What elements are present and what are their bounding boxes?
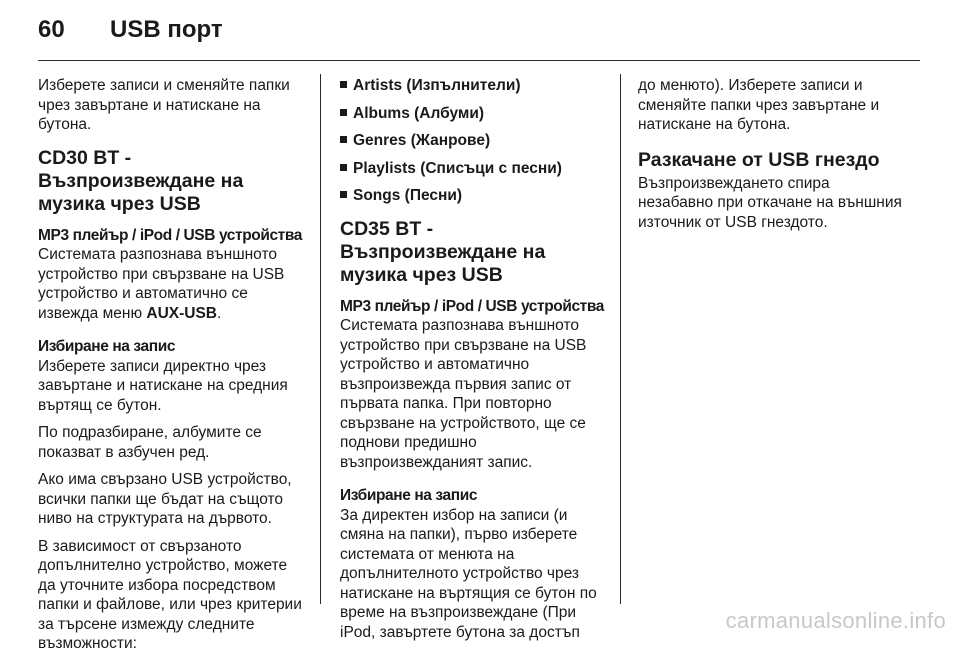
- bullet-icon: [340, 164, 347, 171]
- search-criteria-list: [340, 76, 608, 206]
- mp3-devices-text-end: .: [217, 304, 222, 322]
- bullet-icon: [340, 191, 347, 198]
- list-item: [340, 131, 608, 151]
- track-select-para-3: Ако има свързано USB устройство, всички папки ще бъдат на същото ниво на структурата на дървото.: [38, 471, 292, 527]
- list-item: [340, 76, 608, 96]
- mp3-devices-text-body: Системата разпознава външното устройство при свързване на USB устройство и автоматично се извежда меню: [38, 246, 285, 322]
- bullet-icon: [340, 109, 347, 116]
- continuation-paragraph: до менюто). Изберете записи и сменяйте папки чрез завъртане и натискане на бутона.: [638, 77, 880, 133]
- column-2: [340, 76, 608, 650]
- section-title-disconnect: Разкачане от USB гнездо: [638, 148, 880, 171]
- list-item: [340, 159, 608, 179]
- list-item-label: Artists (Изпълнители): [353, 77, 521, 94]
- header-rule: [38, 60, 920, 61]
- track-select-para-4: В зависимост от свързаното допълнително устройство, можете да уточните избора посредством папки и файлове, или чрез критерии за търсене измежду следните възможности:: [38, 537, 302, 652]
- list-item: [340, 104, 608, 124]
- bullet-icon: [340, 136, 347, 143]
- subheading-track-select-cd35: Избиране на запис: [340, 487, 478, 504]
- track-select-para-2: По подразбиране, албумите се показват в азбучен ред.: [38, 424, 262, 461]
- mp3-devices-text: [38, 245, 308, 323]
- list-item: [340, 186, 608, 206]
- section-title-cd35: CD35 BT - Възпроизвеждане на музика чрез USB: [340, 217, 546, 286]
- list-item-label: Playlists (Списъци с песни): [353, 159, 562, 177]
- disconnect-text: Възпроизвеждането спира незабавно при откачане на външния източник от USB гнездото.: [638, 174, 902, 231]
- page-number: 60: [38, 16, 65, 43]
- track-select-para-1: Изберете записи директно чрез завъртане и натискане на средния въртящ се бутон.: [38, 357, 288, 414]
- track-select-text-cd35: За директен избор на записи (и смяна на папки), първо изберете системата от менюта на допълнителното устройство чрез натискане на въртящия се бутон по време на възпроизвеждане (При iPod, завъртете бутона за достъп: [340, 506, 597, 641]
- list-item-label: Genres (Жанрове): [353, 132, 491, 149]
- list-item-label: Albums (Албуми): [353, 104, 485, 122]
- subheading-mp3-devices-cd35: MP3 плейър / iPod / USB устройства: [340, 297, 605, 315]
- intro-paragraph: Изберете записи и сменяйте папки чрез завъртане и натискане на бутона.: [38, 77, 290, 133]
- column-1: [38, 76, 308, 662]
- subheading-mp3-devices: MP3 плейър / iPod / USB устройства: [38, 226, 303, 244]
- page-title: USB порт: [110, 16, 223, 43]
- mp3-devices-text-cd35: Системата разпознава външното устройство при свързване на USB устройство и автоматично възпроизвежда първия запис от първата папка. При повторно свързване на устройството, ще се поднови предишно възпроизвежданият запис.: [340, 317, 587, 471]
- column-3: [638, 76, 904, 240]
- column-divider-2: [620, 74, 621, 604]
- bullet-icon: [340, 81, 347, 88]
- menu-aux-usb: AUX-USB: [146, 304, 218, 322]
- list-item-label: Songs (Песни): [353, 187, 463, 204]
- section-title-cd30: CD30 BT - Възпроизвеждане на музика чрез USB: [38, 146, 244, 215]
- watermark: carmanualsonline.info: [725, 608, 946, 633]
- subheading-track-select: Избиране на запис: [38, 338, 176, 355]
- column-divider-1: [320, 74, 321, 604]
